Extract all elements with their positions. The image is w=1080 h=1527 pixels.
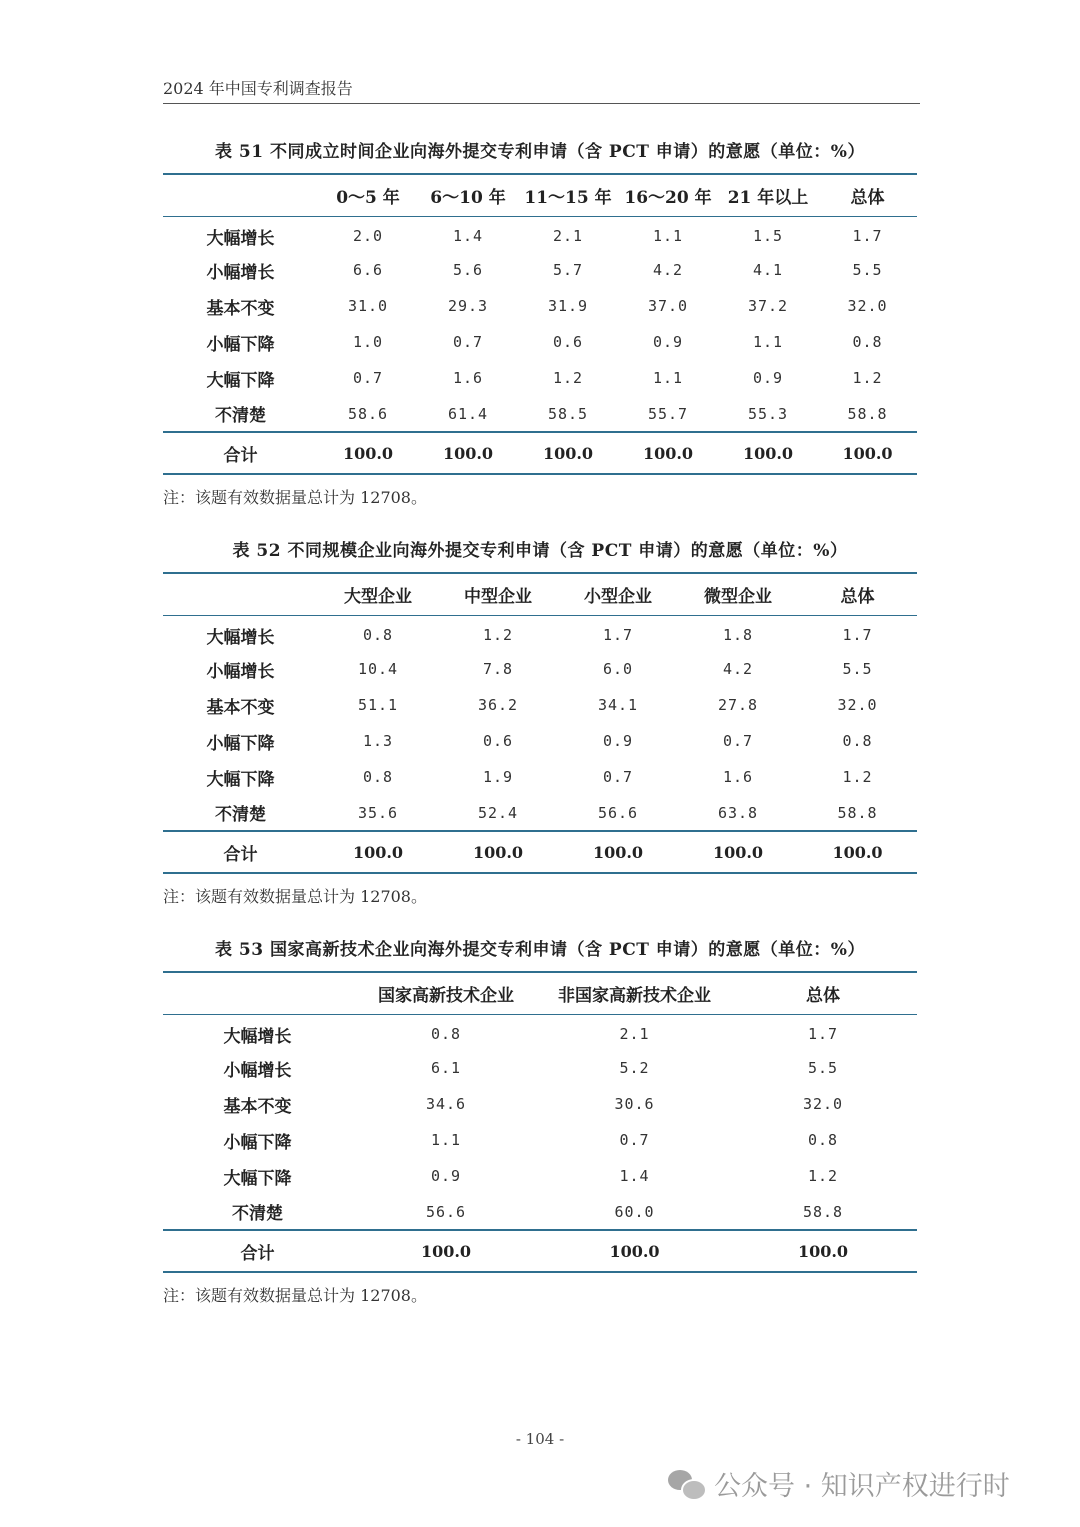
table-cell: 6.1 [430,1059,462,1077]
table-cell: 29.3 [447,297,489,315]
table-cell: 0.8 [362,768,394,786]
table-cell: 1.8 [722,626,754,645]
table-51-note: 注：该题有效数据量总计为 12708。 [163,488,427,507]
table-row [163,288,917,324]
table-cell: 58.6 [347,404,389,423]
table-row [163,759,917,795]
table-cell: 30.6 [614,1095,655,1113]
table-cell: 5.5 [852,261,883,279]
table-cell: 1.2 [842,768,873,786]
table-cell: 51.1 [357,696,399,714]
table-cell: 27.8 [717,696,759,714]
total-cell: 100.0 [540,1230,729,1272]
table-cell: 1.5 [752,227,784,246]
table-cell: 55.3 [747,404,789,423]
table-cell: 58.5 [547,404,589,423]
total-row [163,831,917,873]
total-cell: 100.0 [318,831,438,873]
total-cell: 100.0 [352,1230,540,1272]
column-header: 小型企业 [558,573,678,615]
table-cell: 37.0 [647,297,689,315]
row-label: 小幅下降 [223,1132,292,1153]
total-label: 合计 [163,1230,352,1272]
total-cell: 100.0 [798,831,917,873]
table-cell: 60.0 [614,1202,655,1221]
table-51 [163,173,917,475]
table-cell: 0.6 [482,732,514,750]
table-cell: 58.8 [847,404,888,423]
table-52 [163,572,917,874]
table-cell: 1.9 [482,768,514,786]
total-cell: 100.0 [678,831,798,873]
table-row [163,723,917,759]
table-cell: 1.7 [842,626,873,645]
table-cell: 1.3 [362,732,394,750]
total-cell: 100.0 [729,1230,917,1272]
table-cell: 52.4 [477,803,519,822]
table-cell: 55.7 [647,404,689,423]
table-row [163,252,917,288]
table-cell: 0.9 [652,333,684,351]
watermark [668,1464,1010,1503]
column-header: 国家高新技术企业 [352,972,540,1014]
table-cell: 1.4 [619,1167,650,1185]
table-row [163,615,917,651]
table-cell: 1.7 [602,626,634,645]
row-label: 小幅增长 [206,262,275,283]
row-label: 大幅下降 [206,370,275,391]
row-label: 大幅增长 [206,228,275,249]
table-53-note: 注：该题有效数据量总计为 12708。 [163,1286,427,1305]
row-label: 基本不变 [206,298,275,319]
table-cell: 1.6 [722,768,754,786]
table-row [163,1014,917,1050]
table-row [163,1050,917,1086]
table-cell: 0.8 [430,1025,462,1044]
column-header: 总体 [798,573,917,615]
table-cell: 1.1 [652,369,684,387]
column-header: 大型企业 [318,573,438,615]
table-cell: 32.0 [802,1095,844,1113]
table-51-caption: 表 51 不同成立时间企业向海外提交专利申请（含 PCT 申请）的意愿（单位：%） [215,142,865,162]
table-cell: 0.8 [362,626,394,645]
row-label: 大幅增长 [223,1026,292,1047]
column-header: 微型企业 [678,573,798,615]
table-cell: 1.1 [752,333,784,351]
table-cell: 0.6 [552,333,584,351]
table-header-row [163,573,917,615]
column-header: 11～15 年 [518,174,618,216]
total-cell: 100.0 [818,432,917,474]
table-cell: 0.8 [807,1131,839,1149]
table-cell: 0.7 [722,732,754,750]
table-row [163,795,917,831]
total-cell: 100.0 [418,432,518,474]
table-cell: 35.6 [357,803,399,822]
table-cell: 1.2 [807,1167,839,1185]
column-header [163,174,318,216]
table-cell: 5.5 [842,660,873,678]
table-cell: 1.2 [482,626,514,645]
table-header-row [163,972,917,1014]
row-label: 不清楚 [215,805,266,825]
table-cell: 1.1 [652,227,684,246]
row-label: 基本不变 [223,1096,292,1117]
table-cell: 37.2 [747,297,789,315]
table-cell: 4.2 [652,261,684,279]
table-cell: 32.0 [837,696,878,714]
row-label: 小幅下降 [206,733,275,754]
table-cell: 1.0 [352,333,384,351]
row-label: 大幅下降 [223,1168,292,1189]
table-52-note: 注：该题有效数据量总计为 12708。 [163,887,427,906]
table-cell: 5.7 [552,261,584,279]
column-header: 0～5 年 [318,174,418,216]
watermark-text: 公众号 · 知识产权进行时 [714,1471,1010,1502]
table-row [163,1194,917,1230]
table-cell: 1.2 [852,369,883,387]
table-cell: 0.8 [842,732,873,750]
report-title: 2024 年中国专利调查报告 [163,79,353,98]
table-53 [163,971,917,1273]
page-number: - 104 - [515,1430,565,1448]
table-cell: 1.1 [430,1131,462,1149]
table-row [163,360,917,396]
table-cell: 58.8 [802,1202,844,1221]
table-cell: 56.6 [597,803,639,822]
total-cell: 100.0 [558,831,678,873]
row-label: 小幅增长 [206,661,275,682]
column-header: 总体 [818,174,917,216]
row-label: 不清楚 [232,1204,283,1224]
table-row [163,1086,917,1122]
table-cell: 31.9 [547,297,589,315]
table-cell: 0.9 [752,369,784,387]
column-header: 非国家高新技术企业 [540,972,729,1014]
table-cell: 4.2 [722,660,754,678]
table-row [163,216,917,252]
table-cell: 63.8 [717,803,759,822]
column-header: 6～10 年 [418,174,518,216]
table-row [163,1158,917,1194]
total-cell: 100.0 [438,831,558,873]
table-cell: 6.0 [602,660,634,678]
total-row [163,1230,917,1272]
table-cell: 1.4 [452,227,484,246]
column-header: 16～20 年 [618,174,718,216]
table-cell: 5.6 [452,261,484,279]
table-cell: 1.7 [807,1025,839,1044]
total-row [163,432,917,474]
total-cell: 100.0 [618,432,718,474]
row-label: 小幅下降 [206,334,275,355]
row-label: 基本不变 [206,697,275,718]
table-cell: 4.1 [752,261,784,279]
table-cell: 0.7 [452,333,484,351]
table-header-row [163,174,917,216]
total-cell: 100.0 [318,432,418,474]
table-cell: 31.0 [347,297,389,315]
page-header [163,76,920,104]
table-cell: 10.4 [357,660,399,678]
wechat-icon [668,1468,706,1500]
table-cell: 5.5 [807,1059,839,1077]
table-cell: 1.2 [552,369,584,387]
table-cell: 56.6 [425,1202,467,1221]
table-cell: 34.6 [425,1095,467,1113]
table-52-caption: 表 52 不同规模企业向海外提交专利申请（含 PCT 申请）的意愿（单位：%） [232,541,848,561]
table-cell: 36.2 [477,696,519,714]
row-label: 大幅下降 [206,769,275,790]
column-header [163,972,352,1014]
column-header: 总体 [729,972,917,1014]
table-53-caption: 表 53 国家高新技术企业向海外提交专利申请（含 PCT 申请）的意愿（单位：%） [215,940,865,960]
table-row [163,396,917,432]
table-row [163,324,917,360]
total-label: 合计 [163,432,318,474]
table-cell: 0.9 [430,1167,462,1185]
total-cell: 100.0 [718,432,818,474]
column-header: 中型企业 [438,573,558,615]
table-row [163,651,917,687]
table-cell: 1.7 [852,227,883,246]
table-cell: 0.7 [619,1131,650,1149]
table-cell: 0.7 [602,768,634,786]
table-cell: 2.1 [552,227,584,246]
table-cell: 0.9 [602,732,634,750]
table-cell: 34.1 [597,696,639,714]
row-label: 不清楚 [215,406,266,426]
table-cell: 2.0 [352,227,384,246]
table-row [163,687,917,723]
table-row [163,1122,917,1158]
table-cell: 0.8 [852,333,883,351]
total-cell: 100.0 [518,432,618,474]
table-cell: 6.6 [352,261,384,279]
table-cell: 2.1 [619,1025,650,1044]
table-cell: 32.0 [847,297,888,315]
total-label: 合计 [163,831,318,873]
table-cell: 61.4 [447,404,489,423]
table-cell: 5.2 [619,1059,650,1077]
column-header [163,573,318,615]
row-label: 小幅增长 [223,1060,292,1081]
column-header: 21 年以上 [718,174,818,216]
table-cell: 0.7 [352,369,384,387]
row-label: 大幅增长 [206,627,275,648]
table-cell: 58.8 [837,803,878,822]
table-cell: 1.6 [452,369,484,387]
table-cell: 7.8 [482,660,514,678]
